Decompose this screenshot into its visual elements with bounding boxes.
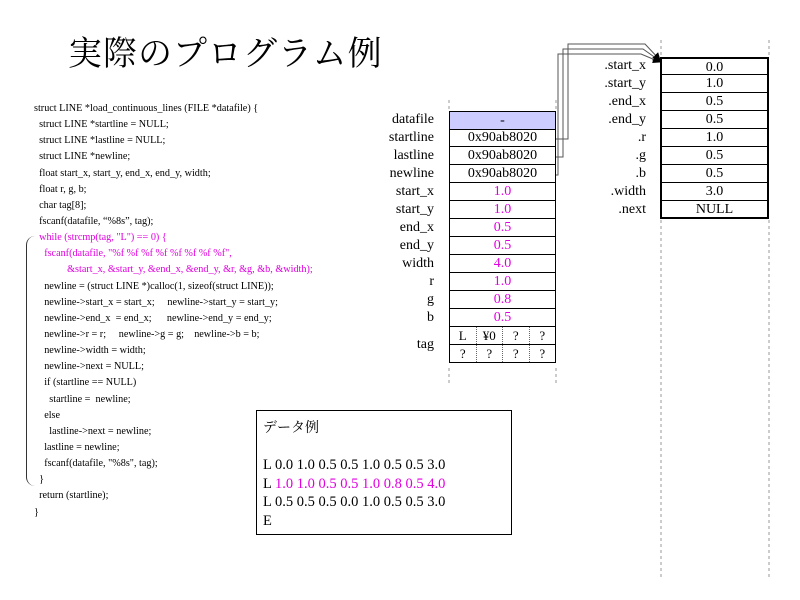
- variable-value-cell: 4.0: [449, 255, 556, 273]
- code-line: if (startline == NULL): [34, 377, 137, 389]
- data-line-values: 0.5 0.5 0.5 0.0 1.0 0.5 0.5 3.0: [274, 494, 446, 510]
- struct-field-value: 0.0: [660, 57, 769, 75]
- variable-value-cell: 0.5: [449, 309, 556, 327]
- variable-label: startline: [388, 130, 434, 145]
- variable-value-cell: 0x90ab8020: [449, 129, 556, 147]
- code-line: newline = (struct LINE *)calloc(1, sizeof(struct LINE));: [34, 280, 274, 292]
- code-line: else: [34, 409, 61, 421]
- struct-field-value: 1.0: [660, 129, 769, 147]
- variable-label: g: [427, 292, 434, 307]
- variable-value-cell: 1.0: [449, 183, 556, 201]
- variable-label: r: [429, 274, 434, 289]
- code-line: }: [34, 474, 44, 486]
- struct-field-label: .next: [618, 202, 646, 217]
- tag-char-cell: ?: [450, 345, 477, 362]
- data-line-prefix: L: [263, 494, 275, 510]
- tag-char-cell: ?: [539, 346, 546, 361]
- variable-label: start_x: [395, 184, 434, 199]
- tag-char-cell: L: [450, 327, 477, 344]
- variable-value-cell: 0.5: [449, 219, 556, 237]
- variable-label: end_x: [399, 220, 434, 235]
- struct-field-label: .b: [635, 166, 646, 181]
- code-line: &start_x, &start_y, &end_x, &end_y, &r, &g, &b, &width);: [34, 264, 313, 276]
- code-line: startline = newline;: [34, 393, 131, 405]
- struct-field-label: .r: [637, 130, 646, 145]
- code-line: fscanf(datafile, “%8s”, tag);: [34, 215, 154, 227]
- variable-label: b: [427, 310, 434, 325]
- code-line: struct LINE *lastline = NULL;: [34, 135, 166, 147]
- code-line: newline->width = width;: [34, 345, 146, 357]
- variable-label: newline: [389, 166, 434, 181]
- code-line: fscanf(datafile, "%8s", tag);: [34, 458, 158, 470]
- variable-value-cell: 1.0: [449, 201, 556, 219]
- code-line: struct LINE *startline = NULL;: [34, 119, 169, 131]
- startline-pointer: [556, 44, 660, 139]
- code-line: float r, g, b;: [34, 183, 87, 195]
- variable-label: end_y: [399, 238, 434, 253]
- struct-field-value: 0.5: [660, 147, 769, 165]
- data-line-values: 1.0 1.0 0.5 0.5 1.0 0.8 0.5 4.0: [274, 475, 446, 492]
- variable-value-cell: 0x90ab8020: [449, 165, 556, 183]
- code-line: while (strcmp(tag, "L") == 0) {: [34, 232, 167, 244]
- struct-field-label: .start_y: [604, 76, 646, 91]
- struct-field-value: 3.0: [660, 183, 769, 201]
- newline-pointer: [556, 54, 660, 175]
- struct-field-value: 0.5: [660, 93, 769, 111]
- data-line-prefix: E: [263, 512, 272, 529]
- code-line: newline->r = r; newline->g = g; newline->b = b;: [34, 328, 260, 340]
- struct-field-label: .end_x: [608, 94, 646, 109]
- code-line: fscanf(datafile, "%f %f %f %f %f %f %f %f",: [34, 248, 232, 260]
- code-line: newline->next = NULL;: [34, 361, 144, 373]
- struct-field-value: 1.0: [660, 75, 769, 93]
- code-line: lastline->next = newline;: [34, 425, 152, 437]
- tag-char-cell: ?: [503, 345, 530, 362]
- variable-value-cell: -: [449, 111, 556, 130]
- struct-field-label: .g: [635, 148, 646, 163]
- variable-value-cell: 0x90ab8020: [449, 147, 556, 165]
- data-line-values: 0.0 1.0 0.5 0.5 1.0 0.5 0.5 3.0: [274, 457, 446, 473]
- tag-char-cell: ?: [477, 345, 504, 362]
- lastline-pointer: [556, 49, 660, 157]
- variable-value-cell: 1.0: [449, 273, 556, 291]
- struct-field-value: 0.5: [660, 111, 769, 129]
- variable-label: lastline: [393, 148, 434, 163]
- variable-label: datafile: [392, 112, 434, 127]
- code-line: newline->end_x = end_x; newline->end_y = end_y;: [34, 312, 272, 324]
- code-line: lastline = newline;: [34, 441, 120, 453]
- variable-label: width: [402, 256, 434, 271]
- code-line: struct LINE *load_continuous_lines (FILE *datafile) {: [34, 103, 259, 114]
- struct-field-value: 0.5: [660, 165, 769, 183]
- page-title: 実際のプログラム例: [68, 34, 383, 74]
- code-line: }: [34, 506, 39, 518]
- data-line-prefix: L: [263, 475, 275, 492]
- struct-field-label: .width: [610, 184, 646, 199]
- struct-field-label: .start_x: [604, 58, 646, 73]
- tag-char-cell: ¥0: [477, 327, 504, 344]
- data-example-heading: データ例: [263, 420, 319, 436]
- code-line: float start_x, start_y, end_x, end_y, width;: [34, 167, 211, 179]
- data-line-prefix: L: [263, 457, 275, 473]
- code-line: char tag[8];: [34, 199, 87, 211]
- variable-value-cell: 0.5: [449, 237, 556, 255]
- struct-field-label: .end_y: [608, 112, 646, 127]
- tag-char-cell: ?: [503, 327, 530, 344]
- code-line: return (startline);: [34, 490, 109, 502]
- code-line: struct LINE *newline;: [34, 151, 131, 163]
- variable-label: start_y: [395, 202, 434, 217]
- variable-label: tag: [416, 337, 434, 352]
- variable-value-cell: 0.8: [449, 291, 556, 309]
- struct-field-value: NULL: [660, 201, 769, 219]
- tag-char-cell: ?: [539, 328, 546, 343]
- code-line: newline->start_x = start_x; newline->start_y = start_y;: [34, 296, 278, 308]
